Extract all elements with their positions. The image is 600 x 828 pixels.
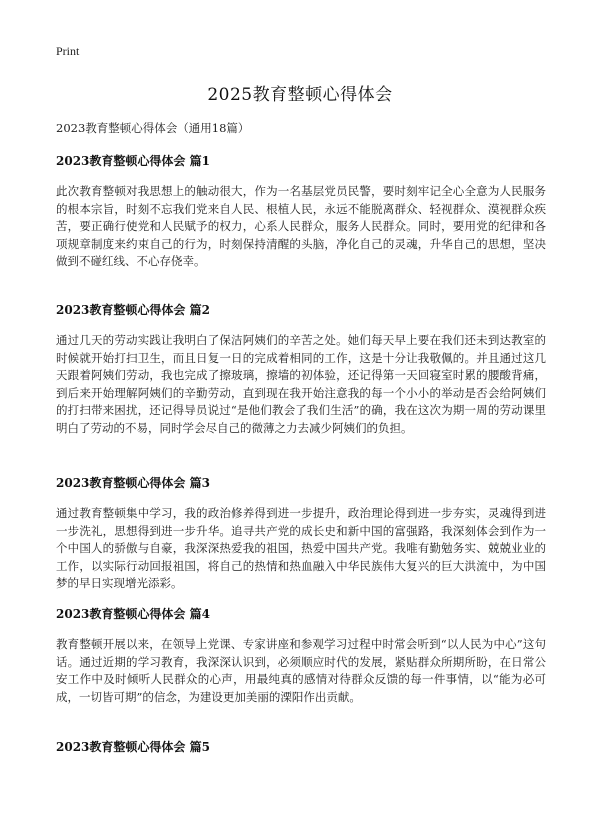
- essay-section-4: [56, 605, 546, 706]
- essay-section-5: [56, 738, 546, 769]
- section-heading: 2023教育整顿心得体会 篇5: [56, 740, 210, 754]
- print-link[interactable]: Print: [56, 44, 80, 58]
- section-body: 教育整顿开展以来，在领导上党课、专家讲座和参观学习过程中时常会听到“以人民为中心”这句话。通过近期的学习教育，我深深认识到，必须顺应时代的发展，紧贴群众所期所盼，在日常公安工作中及时倾听人民群众的心声，用最纯真的感情对待群众反馈的每一件事情，以“能为必可成，一切皆可期”的信念，为建设更加美丽的溧阳作出贡献。: [56, 637, 546, 704]
- essay-section-2: [56, 301, 546, 438]
- page-title: 2025教育整顿心得体会: [207, 85, 393, 105]
- section-body: 此次教育整顿对我思想上的触动很大，作为一名基层党员民警，要时刻牢记全心全意为人民服务的根本宗旨，时刻不忘我们党来自人民、根植人民，永远不能脱离群众、轻视群众、漠视群众疾苦，要正确行使党和人民赋予的权力，心系人民群众，服务人民群众。同时，要用党的纪律和各项规章制度来约束自己的行为，时刻保持清醒的头脑，净化自己的灵魂，升华自己的思想，坚决做到不碰红线、不心存侥幸。: [56, 184, 546, 269]
- page-subtitle: 2023教育整顿心得体会（通用18篇）: [56, 121, 250, 135]
- essay-section-3: [56, 474, 546, 593]
- section-heading: 2023教育整顿心得体会 篇2: [56, 303, 210, 317]
- section-heading: 2023教育整顿心得体会 篇3: [56, 476, 210, 490]
- section-body: 通过几天的劳动实践让我明白了保洁阿姨们的辛苦之处。她们每天早上要在我们还未到达教室的时候就开始打扫卫生，而且日复一日的完成着相同的工作，这是十分让我敬佩的。并且通过这几天跟着阿姨们劳动，我也完成了擦玻璃，擦墙的初体验，还记得第一天回寝室时累的腰酸背痛，到后来开始理解阿姨们的辛勤劳动，直到现在我开始注意我的每一个小小的举动是否会给阿姨们的打扫带来困扰，还记得导员说过“是他们教会了我们生活”的确，我在这次为期一周的劳动课里明白了劳动的不易，同时学会尽自己的微薄之力去减少阿姨们的负担。: [56, 333, 546, 435]
- essay-section-1: [56, 152, 546, 271]
- section-body: 通过教育整顿集中学习，我的政治修养得到进一步提升，政治理论得到进一步夯实，灵魂得到进一步洗礼，思想得到进一步升华。追寻共产党的成长史和新中国的富强路，我深刻体会到作为一个中国人的骄傲与自豪，我深深热爱我的祖国，热爱中国共产党。我唯有勤勉务实、兢兢业业的工作，以实际行动回报祖国，将自己的热情和热血融入中华民族伟大复兴的巨大洪流中，为中国梦的早日实现增光添彩。: [56, 506, 546, 591]
- section-heading: 2023教育整顿心得体会 篇4: [56, 607, 210, 621]
- section-heading: 2023教育整顿心得体会 篇1: [56, 154, 210, 168]
